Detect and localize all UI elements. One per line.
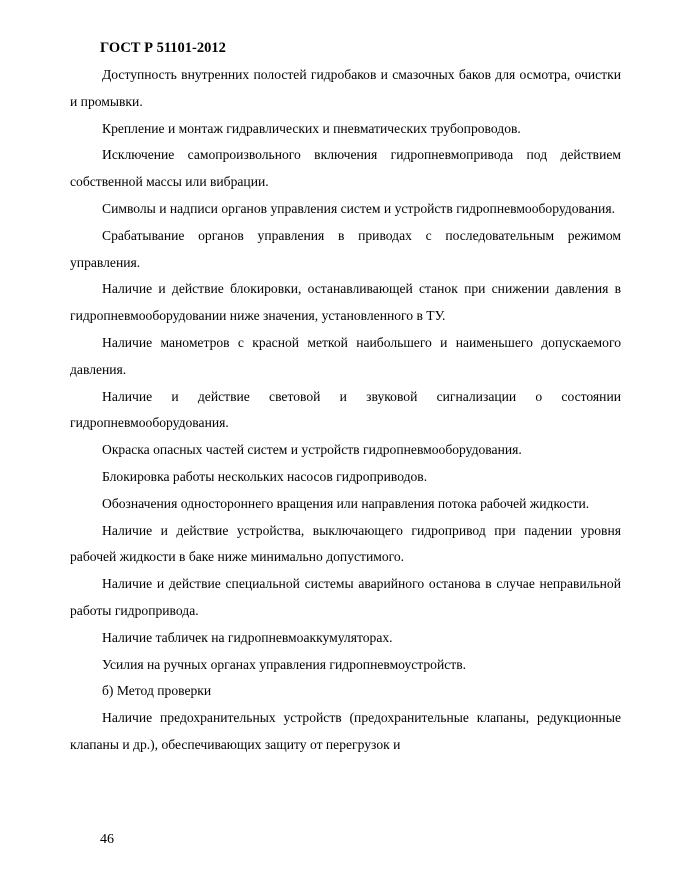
paragraph: Доступность внутренних полостей гидробаков и смазочных баков для осмотра, очистки и промывки. <box>70 67 621 109</box>
section-heading: б) Метод проверки <box>102 683 212 699</box>
paragraph: Наличие и действие блокировки, останавливающей станок при снижении давления в гидропневмооборудовании ниже значения, установленного в ТУ. <box>70 281 621 324</box>
body-text <box>70 62 621 759</box>
paragraph: Срабатывание органов управления в приводах с последовательным режимом управления. <box>70 227 621 270</box>
paragraph: Обозначения одностороннего вращения или направления потока рабочей жидкости. <box>102 495 590 511</box>
document-header: ГОСТ Р 51101-2012 <box>100 40 226 56</box>
paragraph: Наличие и действие специальной системы аварийного останова в случае неправильной работы гидропривода. <box>70 576 621 618</box>
paragraph: Крепление и монтаж гидравлических и пневматических трубопроводов. <box>102 120 521 136</box>
paragraph: Наличие и действие световой и звуковой сигнализации о состоянии гидропневмооборудования. <box>70 388 621 431</box>
paragraph: Наличие табличек на гидропневмоаккумуляторах. <box>102 629 393 645</box>
paragraph: Блокировка работы нескольких насосов гидроприводов. <box>102 468 428 484</box>
paragraph: Наличие предохранительных устройств (предохранительные клапаны, редукционные клапаны и др.), обеспечивающих защиту от перегрузок и <box>70 710 621 752</box>
paragraph: Наличие и действие устройства, выключающего гидропривод при падении уровня рабочей жидкости в баке ниже минимально допустимого. <box>70 522 621 565</box>
paragraph: Символы и надписи органов управления систем и устройств гидропневмооборудования. <box>102 200 615 216</box>
paragraph: Усилия на ручных органах управления гидропневмоустройств. <box>102 656 467 672</box>
page-number: 46 <box>100 832 114 847</box>
paragraph: Окраска опасных частей систем и устройств гидропневмооборудования. <box>102 442 522 458</box>
paragraph: Наличие манометров с красной меткой наибольшего и наименьшего допускаемого давления. <box>70 334 621 377</box>
paragraph: Исключение самопроизвольного включения гидропневмопривода под действием собственной массы или вибрации. <box>70 147 621 190</box>
